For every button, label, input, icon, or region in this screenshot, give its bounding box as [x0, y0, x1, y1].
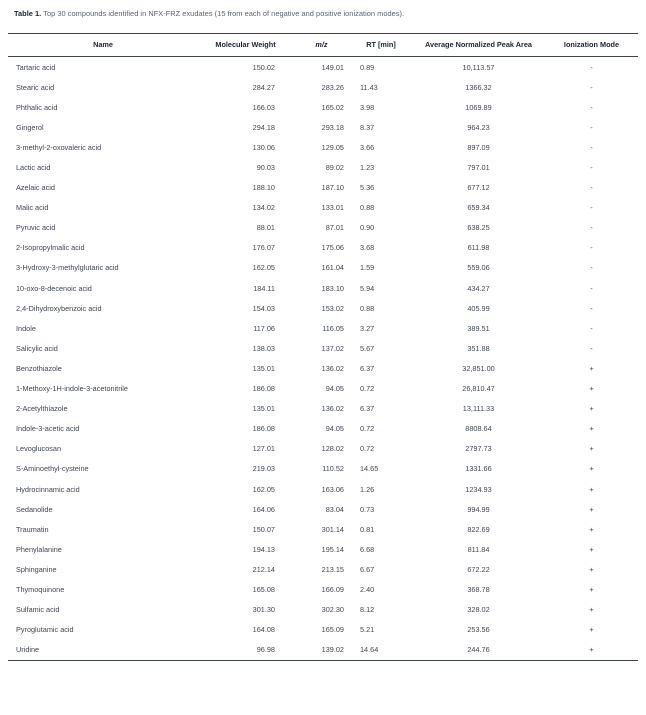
cell-area: 405.99 — [467, 303, 490, 313]
cell-mz: 165.09 — [321, 625, 344, 635]
cell-name: Indole-3-acetic acid — [16, 424, 80, 434]
cell-name: Uridine — [8, 640, 198, 661]
cell-area: 253.56 — [467, 625, 490, 635]
table-caption — [8, 0, 638, 19]
cell-mz: 166.09 — [321, 584, 344, 594]
cell-rt: 8.37 — [360, 122, 375, 132]
cell-mode: - — [590, 82, 593, 92]
cell-area: 328.02 — [467, 605, 490, 615]
cell-rt: 0.89 — [360, 62, 375, 72]
cell-area: 638.25 — [467, 223, 490, 233]
cell-name: Phenylalanine — [16, 544, 62, 554]
cell-area: 797.01 — [467, 163, 490, 172]
cell-mw: 165.08 — [252, 584, 275, 594]
cell-name: Sphinganine — [16, 564, 57, 574]
cell-rt: 1.59 — [360, 263, 375, 273]
cell-mode: - — [590, 283, 593, 293]
table-row — [8, 338, 638, 358]
cell-area: 32,851.00 — [462, 363, 495, 373]
cell-mode: - — [590, 323, 593, 333]
cell-area: 811.84 — [467, 544, 490, 554]
table-row — [8, 157, 638, 177]
cell-mz: 301.14 — [321, 524, 344, 534]
cell-mode: + — [589, 544, 594, 554]
cell-rt: 3.66 — [360, 142, 375, 152]
cell-name: Traumatin — [16, 524, 49, 534]
cell-area: 244.76 — [412, 640, 545, 661]
table-row — [8, 318, 638, 338]
cell-mode: - — [590, 102, 593, 112]
cell-mz: 137.02 — [321, 343, 344, 353]
table-row — [8, 439, 638, 459]
cell-rt: 0.72 — [360, 384, 375, 394]
cell-name: Thymoquinone — [16, 584, 65, 594]
table-row — [8, 358, 638, 378]
table-body — [8, 56, 638, 660]
cell-name: Phthalic acid — [16, 102, 58, 112]
cell-mode: + — [589, 384, 594, 394]
table-row — [8, 620, 638, 640]
cell-mz: 139.02 — [293, 640, 350, 661]
column-header-average-normalized-peak-area: Average Normalized Peak Area — [412, 33, 545, 56]
cell-name: Hydrocinnamic acid — [16, 484, 80, 494]
cell-name: Benzothiazole — [16, 363, 62, 373]
cell-mode: + — [589, 424, 594, 434]
cell-mode: - — [590, 62, 593, 72]
cell-mode: - — [590, 243, 593, 253]
cell-name: Sedanolide — [16, 504, 53, 514]
column-header-ionization-mode: Ionization Mode — [545, 33, 638, 56]
cell-mode: - — [590, 122, 593, 132]
cell-mw: 135.01 — [252, 363, 275, 373]
cell-mw: 164.06 — [252, 504, 275, 514]
cell-area: 559.06 — [467, 263, 490, 273]
cell-mz: 165.02 — [321, 102, 344, 112]
cell-mz: 89.02 — [325, 163, 344, 172]
cell-area: 1366.32 — [465, 82, 492, 92]
table-row — [8, 97, 638, 117]
cell-mz: 116.05 — [322, 323, 344, 333]
cell-rt: 0.72 — [360, 424, 375, 434]
cell-mw: 135.01 — [252, 404, 275, 414]
cell-area: 8808.64 — [465, 424, 492, 434]
cell-rt: 6.68 — [360, 544, 375, 554]
cell-mz: 293.18 — [321, 122, 344, 132]
cell-mw: 294.18 — [252, 122, 275, 132]
cell-mz: 213.15 — [321, 564, 344, 574]
cell-rt: 0.90 — [360, 223, 375, 233]
cell-rt: 1.26 — [360, 484, 375, 494]
table-row — [8, 499, 638, 519]
table-row — [8, 559, 638, 579]
cell-mz: 302.30 — [321, 605, 344, 615]
cell-area: 1234.93 — [465, 484, 492, 494]
cell-area: 677.12 — [467, 183, 490, 193]
cell-name: 2-Isopropylmalic acid — [16, 243, 85, 253]
cell-mode: + — [589, 444, 594, 454]
cell-rt: 2.40 — [360, 584, 375, 594]
caption-label: Table 1. — [14, 9, 42, 18]
table-row — [8, 459, 638, 479]
cell-name: Indole — [16, 323, 36, 333]
cell-mode: + — [589, 363, 594, 373]
cell-area: 659.34 — [467, 203, 490, 213]
cell-mode: + — [545, 640, 638, 661]
cell-mode: + — [589, 584, 594, 594]
cell-name: Azelaic acid — [16, 183, 55, 193]
table-header — [8, 33, 638, 56]
cell-mode: - — [590, 343, 593, 353]
cell-mz: 87.01 — [325, 223, 344, 233]
cell-mz: 195.14 — [321, 544, 344, 554]
cell-rt: 5.36 — [360, 183, 375, 193]
cell-name: Levoglucosan — [16, 444, 62, 454]
table-row — [8, 178, 638, 198]
cell-mode: - — [590, 223, 593, 233]
cell-name: Pyruvic acid — [16, 223, 56, 233]
cell-mw: 134.02 — [252, 203, 275, 213]
cell-mz: 183.10 — [321, 283, 344, 293]
cell-mw: 130.06 — [252, 142, 275, 152]
cell-mz: 136.02 — [321, 404, 344, 414]
cell-name: Sulfamic acid — [16, 605, 60, 615]
cell-name: S-Aminoethyl-cysteine — [16, 464, 89, 474]
cell-mz: 94.05 — [325, 424, 344, 434]
cell-mw: 127.01 — [252, 444, 275, 454]
cell-mw: 88.01 — [256, 223, 275, 233]
cell-mode: + — [589, 564, 594, 574]
cell-rt: 3.98 — [360, 102, 375, 112]
column-header-molecular-weight: Molecular Weight — [198, 33, 293, 56]
cell-mw: 186.08 — [252, 384, 275, 394]
cell-mode: - — [590, 183, 593, 193]
cell-mw: 96.98 — [198, 640, 293, 661]
cell-rt: 0.73 — [360, 504, 375, 514]
cell-rt: 14.64 — [350, 640, 412, 661]
cell-area: 434.27 — [467, 283, 490, 293]
cell-name: 2,4-Dihydroxybenzoic acid — [16, 303, 102, 313]
cell-rt: 5.21 — [360, 625, 375, 635]
cell-mw: 164.08 — [252, 625, 275, 635]
cell-mz: 133.01 — [321, 203, 344, 213]
cell-mw: 150.02 — [252, 62, 275, 72]
table-row — [8, 479, 638, 499]
cell-mw: 219.03 — [252, 464, 275, 474]
cell-rt: 5.94 — [360, 283, 375, 293]
cell-rt: 6.67 — [360, 564, 375, 574]
table-row — [8, 238, 638, 258]
cell-area: 351.88 — [467, 343, 490, 353]
cell-name: 3-Hydroxy-3-methylglutaric acid — [16, 263, 119, 273]
cell-mw: 184.11 — [253, 283, 275, 293]
cell-rt: 0.88 — [360, 203, 375, 213]
cell-mode: + — [589, 504, 594, 514]
cell-mw: 117.06 — [253, 323, 275, 333]
cell-rt: 3.27 — [360, 323, 375, 333]
table-header-row — [8, 33, 638, 56]
cell-area: 1331.66 — [465, 464, 492, 474]
cell-mz: 110.52 — [322, 464, 344, 474]
cell-mw: 194.13 — [252, 544, 275, 554]
cell-rt: 3.68 — [360, 243, 375, 253]
table-row — [8, 378, 638, 398]
cell-mz: 153.02 — [321, 303, 344, 313]
cell-mode: - — [590, 203, 593, 213]
table-row — [8, 519, 638, 539]
cell-name: 1-Methoxy-1H-indole-3-acetonitrile — [16, 384, 128, 394]
cell-rt: 11.43 — [360, 82, 378, 92]
cell-mz: 149.01 — [321, 62, 344, 72]
table-row — [8, 419, 638, 439]
cell-mode: + — [589, 484, 594, 494]
cell-name: Salicylic acid — [16, 343, 58, 353]
cell-mw: 162.05 — [252, 484, 275, 494]
cell-mz: 128.02 — [321, 444, 344, 454]
cell-mz: 283.26 — [321, 82, 344, 92]
table-row — [8, 298, 638, 318]
cell-name: Malic acid — [16, 203, 49, 213]
column-header-rt: RT [min] — [350, 33, 412, 56]
cell-rt: 14.65 — [360, 464, 379, 474]
cell-mw: 301.30 — [252, 605, 275, 615]
cell-rt: 5.67 — [360, 343, 375, 353]
cell-mode: - — [590, 303, 593, 313]
cell-area: 822.69 — [467, 524, 490, 534]
cell-mz: 83.04 — [325, 504, 344, 514]
table-row — [8, 56, 638, 77]
cell-name: Stearic acid — [16, 82, 55, 92]
table-row — [8, 258, 638, 278]
cell-rt: 6.37 — [360, 404, 375, 414]
cell-mz: 161.04 — [321, 263, 344, 273]
cell-name: Tartaric acid — [16, 62, 56, 72]
cell-mode: + — [589, 524, 594, 534]
cell-rt: 0.72 — [360, 444, 375, 454]
column-header-mz: m/z — [293, 33, 350, 56]
cell-name: Lactic acid — [16, 163, 51, 172]
cell-area: 897.09 — [467, 142, 490, 152]
cell-area: 2797.73 — [465, 444, 492, 454]
cell-area: 26,810.47 — [462, 384, 495, 394]
cell-area: 1069.89 — [465, 102, 492, 112]
cell-rt: 0.88 — [360, 303, 375, 313]
cell-mw: 138.03 — [252, 343, 275, 353]
cell-name: Pyroglutamic acid — [16, 625, 74, 635]
cell-area: 994.99 — [467, 504, 490, 514]
cell-rt: 6.37 — [360, 363, 375, 373]
cell-mode: - — [590, 263, 593, 273]
cell-mode: + — [589, 464, 594, 474]
caption-text: Top 30 compounds identified in NFX-FRZ exudates (15 from each of negative and positive ionization modes). — [43, 9, 405, 18]
column-header-name: Name — [8, 33, 198, 56]
cell-mw: 162.05 — [252, 263, 275, 273]
cell-mz: 175.06 — [321, 243, 344, 253]
cell-mw: 284.27 — [252, 82, 275, 92]
cell-mw: 188.10 — [252, 183, 275, 193]
cell-mw: 186.08 — [252, 424, 275, 434]
cell-rt: 8.12 — [360, 605, 375, 615]
table-row — [8, 137, 638, 157]
compounds-table — [8, 33, 638, 661]
table-row — [8, 117, 638, 137]
cell-mode: + — [589, 605, 594, 615]
cell-mode: - — [590, 163, 593, 172]
cell-area: 368.78 — [467, 584, 490, 594]
cell-mz: 129.05 — [321, 142, 344, 152]
table-row — [8, 77, 638, 97]
cell-name: 10-oxo-8-decenoic acid — [16, 283, 92, 293]
table-row — [8, 640, 638, 661]
cell-rt: 1.23 — [360, 163, 375, 172]
cell-name: Gingerol — [16, 122, 44, 132]
cell-mw: 154.03 — [252, 303, 275, 313]
cell-rt: 0.81 — [360, 524, 375, 534]
table-row — [8, 198, 638, 218]
cell-mode: - — [590, 142, 593, 152]
table-row — [8, 539, 638, 559]
cell-area: 10,113.57 — [462, 62, 495, 72]
cell-mw: 166.03 — [252, 102, 275, 112]
cell-mz: 136.02 — [321, 363, 344, 373]
cell-mz: 94.05 — [325, 384, 344, 394]
cell-name: 2-Acetylthiazole — [16, 404, 68, 414]
cell-mz: 187.10 — [321, 183, 344, 193]
table-row — [8, 579, 638, 599]
cell-mode: + — [589, 404, 594, 414]
table-row — [8, 278, 638, 298]
cell-mw: 176.07 — [252, 243, 275, 253]
table-row — [8, 399, 638, 419]
cell-mw: 212.14 — [252, 564, 275, 574]
cell-area: 611.98 — [467, 243, 490, 253]
cell-mw: 90.03 — [256, 163, 275, 172]
cell-mz: 163.06 — [321, 484, 344, 494]
cell-area: 964.23 — [467, 122, 490, 132]
cell-area: 13,111.33 — [462, 404, 495, 414]
cell-area: 672.22 — [467, 564, 490, 574]
cell-name: 3-methyl-2-oxovaleric acid — [16, 142, 102, 152]
cell-area: 389.51 — [467, 323, 490, 333]
cell-mode: + — [589, 625, 594, 635]
table-row — [8, 218, 638, 238]
cell-mw: 150.07 — [252, 524, 275, 534]
table-row — [8, 600, 638, 620]
